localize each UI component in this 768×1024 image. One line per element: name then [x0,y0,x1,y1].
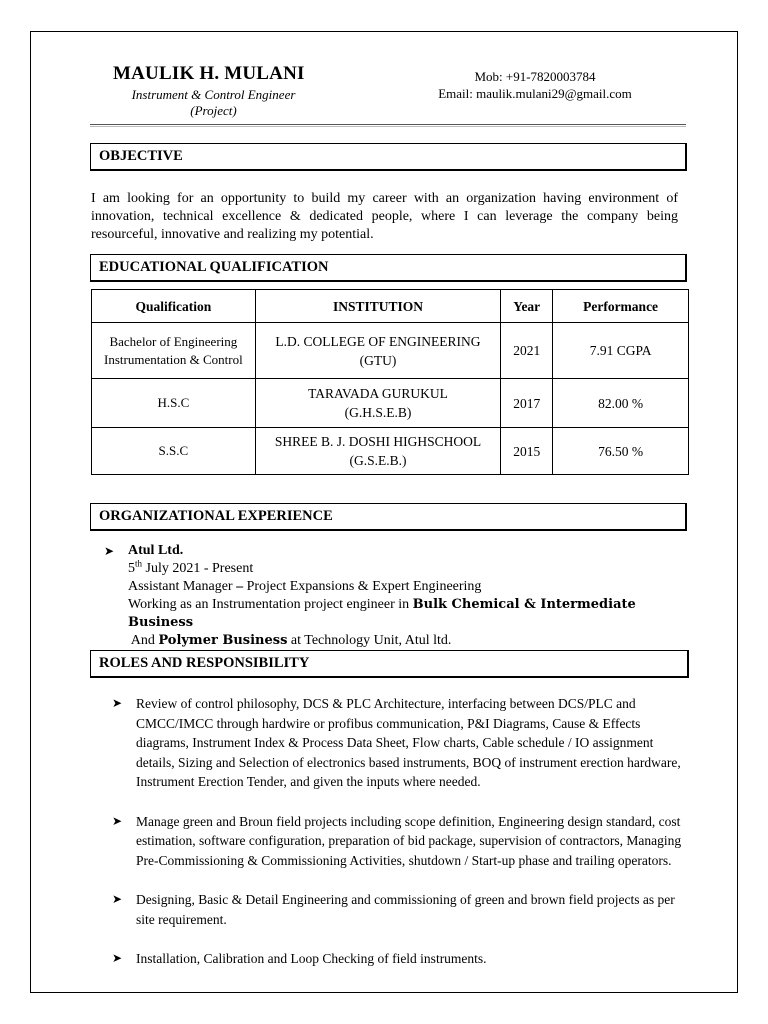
table-row [92,379,689,428]
arrow-bullet-icon: ➤ [112,813,123,828]
institution-line: TARAVADA GURUKUL [308,386,448,401]
roles-list [112,694,692,969]
table-header-row [92,290,689,323]
column-header: INSTITUTION [255,290,501,323]
roles-heading: ROLES AND RESPONSIBILITY [90,650,689,678]
candidate-title [100,87,327,119]
institution-line: (GTU) [359,352,397,368]
qualification-line: H.S.C [157,395,190,410]
column-header: Year [501,290,553,323]
table-row [92,323,689,379]
title-line-1: Instrument & Control Engineer [131,87,296,102]
mobile-number: Mob: +91-7820003784 [474,69,596,84]
institution-line: (G.S.E.B.) [349,453,407,468]
email-address: Email: maulik.mulani29@gmail.com [438,86,632,101]
experience-entry [104,542,704,650]
institution-cell [255,323,501,379]
work-text: And [128,633,159,648]
work-text: at Technology Unit, Atul ltd. [287,633,452,648]
qualification-line: Bachelor of Engineering [109,333,238,349]
list-item [112,812,692,871]
objective-text: I am looking for an opportunity to build my career with an organization having environment of innovation, technical excellence & dedicated people, where I can leverage the company being resourceful, innovative and realizing my potential. [91,191,678,242]
qualification-cell [92,428,256,475]
header-divider-secondary [90,126,686,127]
qualification-line: Instrumentation & Control [104,351,243,367]
institution-cell [255,428,501,475]
experience-heading: ORGANIZATIONAL EXPERIENCE [90,503,687,531]
candidate-name: MAULIK H. MULANI [113,63,305,84]
objective-heading: OBJECTIVE [90,143,687,171]
business-unit: Bulk Chemical & Intermediate Business [128,597,636,630]
role-text: Installation, Calibration and Loop Checking of field instruments. [136,951,487,966]
business-unit: Polymer Business [158,633,288,648]
year-cell: 2017 [501,379,553,428]
arrow-bullet-icon: ➤ [112,951,123,965]
performance-cell: 7.91 CGPA [553,323,689,379]
column-header: Qualification [92,290,256,323]
institution-line: (G.H.S.E.B) [344,405,412,420]
job-title-dash: – [236,579,244,594]
date-day: 5 [128,561,135,576]
header-divider [90,124,686,125]
year-cell: 2021 [501,323,553,379]
list-item [112,949,692,969]
role-text: Manage green and Broun field projects including scope definition, Engineering design standard, cost estimation, software configuration, preparation of bid package, supervision of contractors, Managing Pre-Commissioning & Commissioning Activities, shutdown / Start-up phase and trailing operators. [136,813,682,868]
institution-cell [255,379,501,428]
list-item [112,890,692,929]
performance-cell: 82.00 % [553,379,689,428]
arrow-bullet-icon: ➤ [112,892,123,906]
institution-line: SHREE B. J. DOSHI HIGHSCHOOL [274,434,482,449]
company-name: Atul Ltd. [128,543,184,558]
qualification-line: S.S.C [158,443,189,458]
job-title-part: Assistant Manager [128,579,237,594]
list-item [112,694,692,792]
title-line-2: (Project) [190,103,237,118]
column-header: Performance [553,290,689,323]
role-text: Designing, Basic & Detail Engineering and commissioning of green and brown field projects as per site requirement. [136,892,675,927]
qualification-cell [92,379,256,428]
role-text: Review of control philosophy, DCS & PLC Architecture, interfacing between DCS/PLC and CMCC/IMCC through hardwire or profibus communication, P&I Diagrams, Cause & Effects diagrams, Instrument Index & Process Data Sheet, Flow charts, Cable schedule / IO assignment details, Sizing and Selection of electronics based instruments, BOQ of instrument erection hardware, Instrument Erection Tender, and given the inputs where needed. [136,696,681,789]
institution-line: L.D. COLLEGE OF ENGINEERING [275,333,481,349]
table-row [92,428,689,475]
job-title [104,578,704,596]
performance-cell: 76.50 % [553,428,689,475]
date-rest: July 2021 - Present [142,561,254,576]
contact-info [405,68,665,102]
arrow-bullet-icon: ➤ [104,544,115,558]
education-table [91,289,689,475]
employment-dates [104,560,704,578]
year-cell: 2015 [501,428,553,475]
education-heading: EDUCATIONAL QUALIFICATION [90,254,687,282]
job-title-part: Project Expansions & Expert Engineering [243,579,482,594]
work-description-cont [104,632,704,650]
qualification-cell [92,323,256,379]
arrow-bullet-icon: ➤ [112,696,123,710]
work-description [104,596,704,632]
work-text: Working as an Instrumentation project engineer in [128,597,413,612]
date-suffix: th [135,558,143,569]
